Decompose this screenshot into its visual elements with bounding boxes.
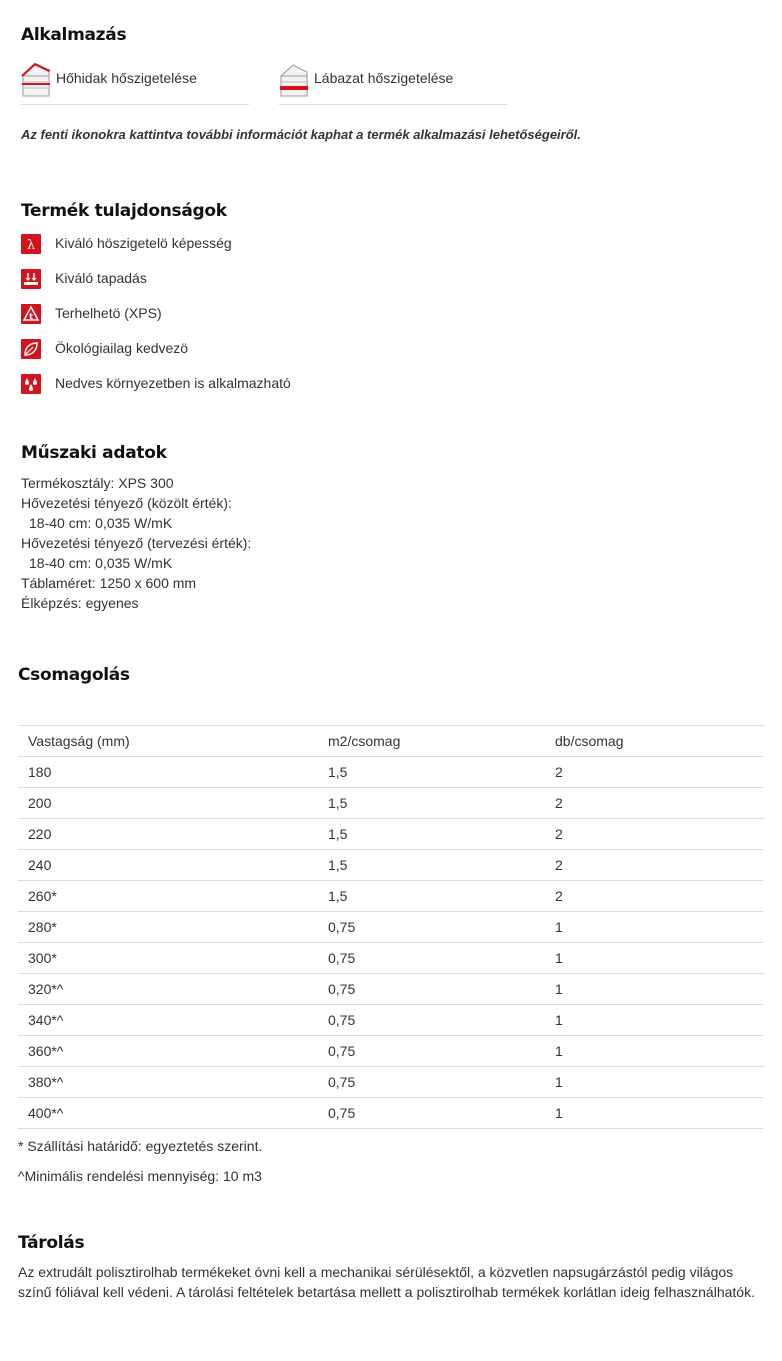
table-row bbox=[18, 819, 764, 850]
cell-pieces: 2 bbox=[545, 757, 764, 788]
table-row bbox=[18, 881, 764, 912]
cell-area: 0,75 bbox=[318, 1098, 545, 1129]
table-header-row bbox=[18, 726, 764, 757]
cell-pieces: 1 bbox=[545, 974, 764, 1005]
cell-area: 1,5 bbox=[318, 850, 545, 881]
footnote-minimum-order: ^Minimális rendelési mennyiség: 10 m3 bbox=[18, 1168, 262, 1184]
cell-thickness: 240 bbox=[18, 850, 318, 881]
technical-line: 18-40 cm: 0,035 W/mK bbox=[29, 555, 173, 571]
adhesion-icon bbox=[21, 269, 41, 289]
cell-thickness: 380*^ bbox=[18, 1067, 318, 1098]
table-row bbox=[18, 1098, 764, 1129]
cell-area: 0,75 bbox=[318, 974, 545, 1005]
cell-pieces: 2 bbox=[545, 788, 764, 819]
property-label: Kiváló höszigetelö képesség bbox=[55, 235, 232, 251]
load-bearing-icon bbox=[21, 304, 41, 324]
technical-heading: Műszaki adatok bbox=[21, 443, 167, 463]
cell-area: 0,75 bbox=[318, 1005, 545, 1036]
cell-thickness: 300* bbox=[18, 943, 318, 974]
technical-line: Élképzés: egyenes bbox=[21, 595, 139, 611]
packaging-table bbox=[18, 725, 764, 1129]
footnote-delivery: * Szállítási határidő: egyeztetés szerint. bbox=[18, 1138, 263, 1154]
table-row bbox=[18, 1036, 764, 1067]
cell-area: 1,5 bbox=[318, 819, 545, 850]
table-row bbox=[18, 850, 764, 881]
house-plinth-icon bbox=[279, 62, 309, 100]
property-label: Nedves környezetben is alkalmazható bbox=[55, 375, 291, 391]
table-row bbox=[18, 912, 764, 943]
properties-heading: Termék tulajdonságok bbox=[21, 201, 227, 221]
technical-line: 18-40 cm: 0,035 W/mK bbox=[29, 515, 173, 531]
property-label: Ökológiailag kedvezö bbox=[55, 340, 189, 356]
cell-area: 1,5 bbox=[318, 788, 545, 819]
cell-area: 1,5 bbox=[318, 757, 545, 788]
technical-line: Hővezetési tényező (közölt érték): bbox=[21, 495, 232, 511]
cell-area: 0,75 bbox=[318, 1036, 545, 1067]
cell-area: 0,75 bbox=[318, 912, 545, 943]
table-row bbox=[18, 757, 764, 788]
packaging-heading: Csomagolás bbox=[18, 665, 130, 685]
storage-heading: Tárolás bbox=[18, 1233, 85, 1253]
technical-line: Táblaméret: 1250 x 600 mm bbox=[21, 575, 197, 591]
house-thermal-bridge-icon bbox=[21, 62, 51, 100]
cell-thickness: 200 bbox=[18, 788, 318, 819]
cell-thickness: 280* bbox=[18, 912, 318, 943]
cell-thickness: 180 bbox=[18, 757, 318, 788]
cell-area: 1,5 bbox=[318, 881, 545, 912]
application-item-thermal-bridge[interactable] bbox=[21, 62, 249, 105]
technical-data bbox=[21, 473, 251, 613]
cell-pieces: 1 bbox=[545, 943, 764, 974]
table-row bbox=[18, 1067, 764, 1098]
technical-line: Termékosztály: XPS 300 bbox=[21, 475, 174, 491]
cell-area: 0,75 bbox=[318, 1067, 545, 1098]
cell-thickness: 320*^ bbox=[18, 974, 318, 1005]
cell-pieces: 2 bbox=[545, 819, 764, 850]
cell-thickness: 360*^ bbox=[18, 1036, 318, 1067]
cell-pieces: 1 bbox=[545, 912, 764, 943]
cell-pieces: 1 bbox=[545, 1036, 764, 1067]
table-row bbox=[18, 974, 764, 1005]
cell-pieces: 1 bbox=[545, 1098, 764, 1129]
lambda-icon bbox=[21, 234, 41, 254]
column-header-area: m2/csomag bbox=[318, 726, 545, 757]
table-row bbox=[18, 788, 764, 819]
water-drops-icon bbox=[21, 374, 41, 394]
cell-area: 0,75 bbox=[318, 943, 545, 974]
column-header-pieces: db/csomag bbox=[545, 726, 764, 757]
cell-pieces: 2 bbox=[545, 881, 764, 912]
cell-pieces: 1 bbox=[545, 1067, 764, 1098]
cell-pieces: 1 bbox=[545, 1005, 764, 1036]
cell-thickness: 260* bbox=[18, 881, 318, 912]
table-row bbox=[18, 1005, 764, 1036]
application-item-label: Hőhidak hőszigetelése bbox=[56, 70, 197, 86]
application-note: Az fenti ikonokra kattintva további információt kaphat a termék alkalmazási lehetőségeiről. bbox=[21, 127, 581, 142]
cell-pieces: 2 bbox=[545, 850, 764, 881]
cell-thickness: 220 bbox=[18, 819, 318, 850]
property-label: Kiváló tapadás bbox=[55, 270, 147, 286]
technical-line: Hővezetési tényező (tervezési érték): bbox=[21, 535, 252, 551]
storage-text: Az extrudált polisztirolhab termékeket óvni kell a mechanikai sérülésektől, a közvetlen napsugárzástól pedig világos színű fóliával kell védeni. A tárolási feltételek betartása mellett a polisztirolhab termékek korlátlan ideig felhasználhatók. bbox=[18, 1264, 755, 1300]
svg-text:λ: λ bbox=[26, 238, 36, 253]
property-label: Terhelhetö (XPS) bbox=[55, 305, 162, 321]
table-row bbox=[18, 943, 764, 974]
application-item-label: Lábazat hőszigetelése bbox=[314, 70, 454, 86]
cell-thickness: 340*^ bbox=[18, 1005, 318, 1036]
svg-text:t: t bbox=[29, 312, 33, 321]
leaf-icon bbox=[21, 339, 41, 359]
application-heading: Alkalmazás bbox=[21, 25, 127, 45]
column-header-thickness: Vastagság (mm) bbox=[18, 726, 318, 757]
application-item-plinth[interactable] bbox=[279, 62, 508, 105]
cell-thickness: 400*^ bbox=[18, 1098, 318, 1129]
